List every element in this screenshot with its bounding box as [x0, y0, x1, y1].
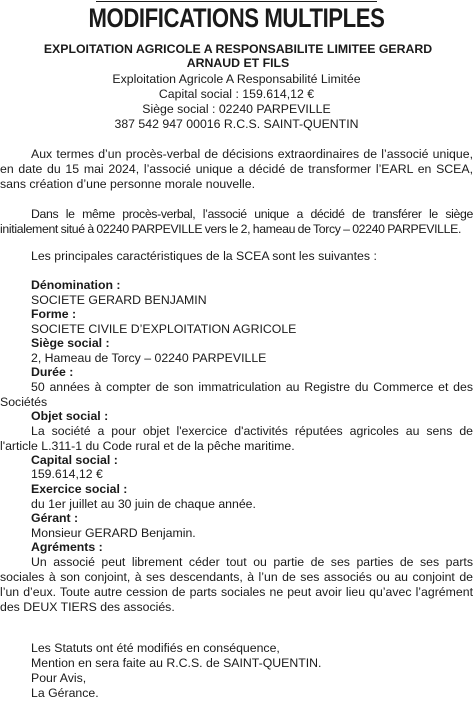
denomination-label: Dénomination : — [31, 278, 121, 292]
denomination-value: SOCIETE GERARD BENJAMIN — [31, 293, 207, 307]
company-rcs: 387 542 947 00016 R.C.S. SAINT-QUENTIN — [114, 117, 359, 131]
notice-title: MODIFICATIONS MULTIPLES — [88, 3, 385, 33]
duree-value: 50 années à compter de son immatriculation au Registre du Commerce et des Sociétés — [0, 380, 473, 409]
duree-label: Durée : — [31, 365, 74, 379]
exercice-label: Exercice social : — [31, 482, 128, 496]
agrements-value: Un associé peut librement céder tout ou partie de ses parties de ses parts sociales à son conjoint, à ses descendants, à l’un de ses associés ou au conjoint de l’un d’eux. Toute autre cession de parts sociales ne peut avoir lieu qu’avec l’agrément des DEUX TIERS des associés. — [0, 555, 473, 614]
title-rule — [96, 1, 377, 2]
company-name: EXPLOITATION AGRICOLE A RESPONSABILITE LIMITEE GERARD ARNAUD ET FILS — [43, 42, 433, 70]
company-seat: Siège social : 02240 PARPEVILLE — [142, 102, 331, 116]
gerant-value: Monsieur GERARD Benjamin. — [31, 526, 196, 540]
objet-label: Objet social : — [31, 409, 109, 423]
siege-value: 2, Hameau de Torcy – 02240 PARPEVILLE — [31, 351, 267, 365]
paragraph-intro: Les principales caractéristiques de la SCEA sont les suivantes : — [31, 249, 377, 263]
closing-mention: Mention en sera faite au R.C.S. de SAINT-QUENTIN. — [31, 656, 322, 670]
capital-label: Capital social : — [31, 453, 118, 467]
closing-gerance: La Gérance. — [31, 686, 99, 700]
capital-value: 159.614,12 € — [31, 467, 103, 481]
siege-label: Siège social : — [31, 336, 110, 350]
company-capital: Capital social : 159.614,12 € — [158, 87, 315, 101]
agrements-label: Agréments : — [31, 540, 103, 554]
exercice-value: du 1er juillet au 30 juin de chaque année. — [31, 497, 256, 511]
objet-value: La société a pour objet l'exercice d'activités réputées agricoles au sens de l'article L.311-1 du Code rural et de la pêche maritime. — [0, 424, 473, 453]
paragraph-transformation: Aux termes d’un procès-verbal de décisions extraordinaires de l’associé unique, en date du 15 mai 2024, l’associé unique a décidé de transformer l’EARL en SCEA, sans création d’une personne morale nouvelle. — [0, 147, 473, 191]
forme-label: Forme : — [31, 307, 77, 321]
closing-statuts: Les Statuts ont été modifiés en conséquence, — [31, 641, 280, 655]
paragraph-transfer: Dans le même procès-verbal, l’associé unique a décidé de transférer le siège initialement situé à 02240 PARPEVILLE vers le 2, hameau de Torcy – 02240 PARPEVILLE. — [0, 207, 473, 236]
gerant-label: Gérant : — [31, 511, 79, 525]
forme-value: SOCIETE CIVILE D’EXPLOITATION AGRICOLE — [31, 322, 297, 336]
closing-pour-avis: Pour Avis, — [31, 671, 87, 685]
company-form: Exploitation Agricole A Responsabilité Limitée — [112, 72, 361, 86]
